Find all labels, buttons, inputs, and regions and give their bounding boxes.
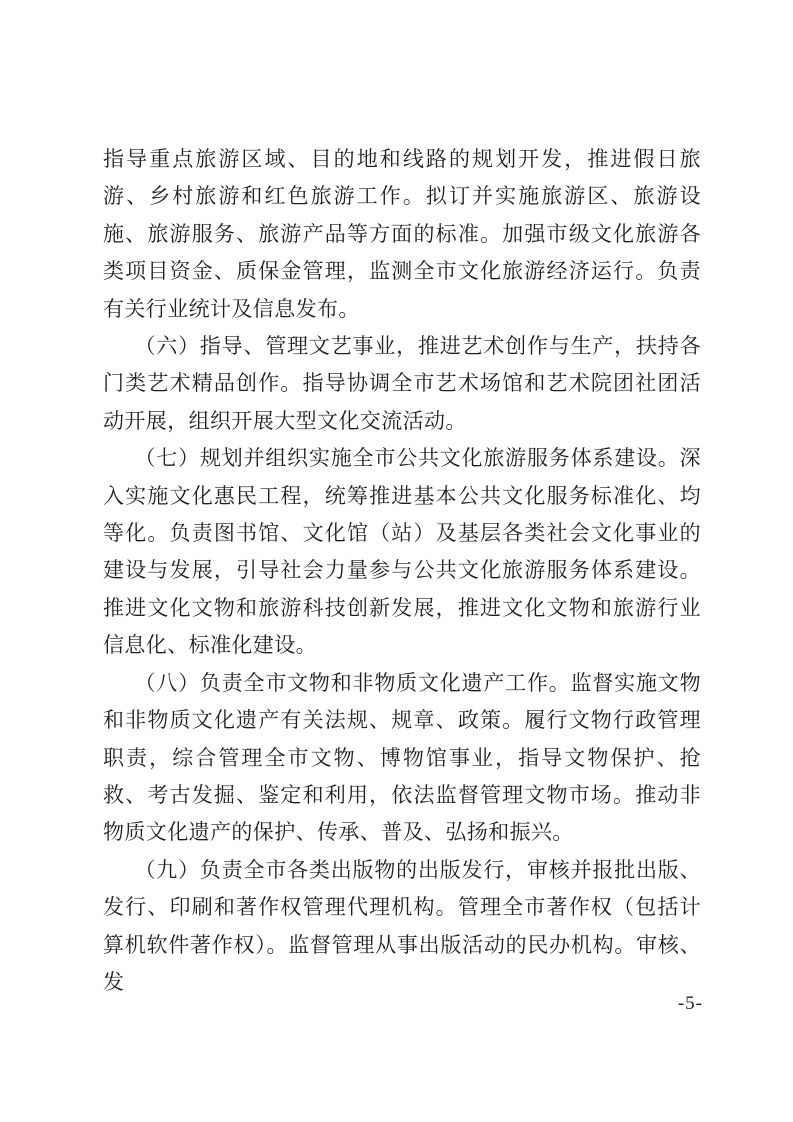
paragraph-item-9: （九）负责全市各类出版物的出版发行，审核并报批出版、发行、印刷和著作权管理代理机构。管理全市著作权（包括计算机软件著作权）。监督管理从事出版活动的民办机构。审核、发 bbox=[103, 857, 701, 994]
document-body bbox=[103, 141, 701, 1001]
page-number: -5- bbox=[677, 993, 703, 1014]
paragraph-item-8: （八）负责全市文物和非物质文化遗产工作。监督实施文物和非物质文化遗产有关法规、规章、政策。履行文物行政管理职责，综合管理全市文物、博物馆事业，指导文物保护、抢救、考古发掘、鉴定和利用，依法监督管理文物市场。推动非物质文化遗产的保护、传承、普及、弘扬和振兴。 bbox=[103, 670, 701, 845]
paragraph-item-7: （七）规划并组织实施全市公共文化旅游服务体系建设。深入实施文化惠民工程，统筹推进基本公共文化服务标准化、均等化。负责图书馆、文化馆（站）及基层各类社会文化事业的建设与发展，引导社会力量参与公共文化旅游服务体系建设。推进文化文物和旅游科技创新发展，推进文化文物和旅游行业信息化、标准化建设。 bbox=[103, 446, 701, 658]
paragraph-item-6: （六）指导、管理文艺事业，推进艺术创作与生产，扶持各门类艺术精品创作。指导协调全市艺术场馆和艺术院团社团活动开展，组织开展大型文化交流活动。 bbox=[103, 334, 701, 433]
paragraph-continuation: 指导重点旅游区域、目的地和线路的规划开发，推进假日旅游、乡村旅游和红色旅游工作。拟订并实施旅游区、旅游设施、旅游服务、旅游产品等方面的标准。加强市级文化旅游各类项目资金、质保金管理，监测全市文化旅游经济运行。负责有关行业统计及信息发布。 bbox=[103, 147, 701, 321]
